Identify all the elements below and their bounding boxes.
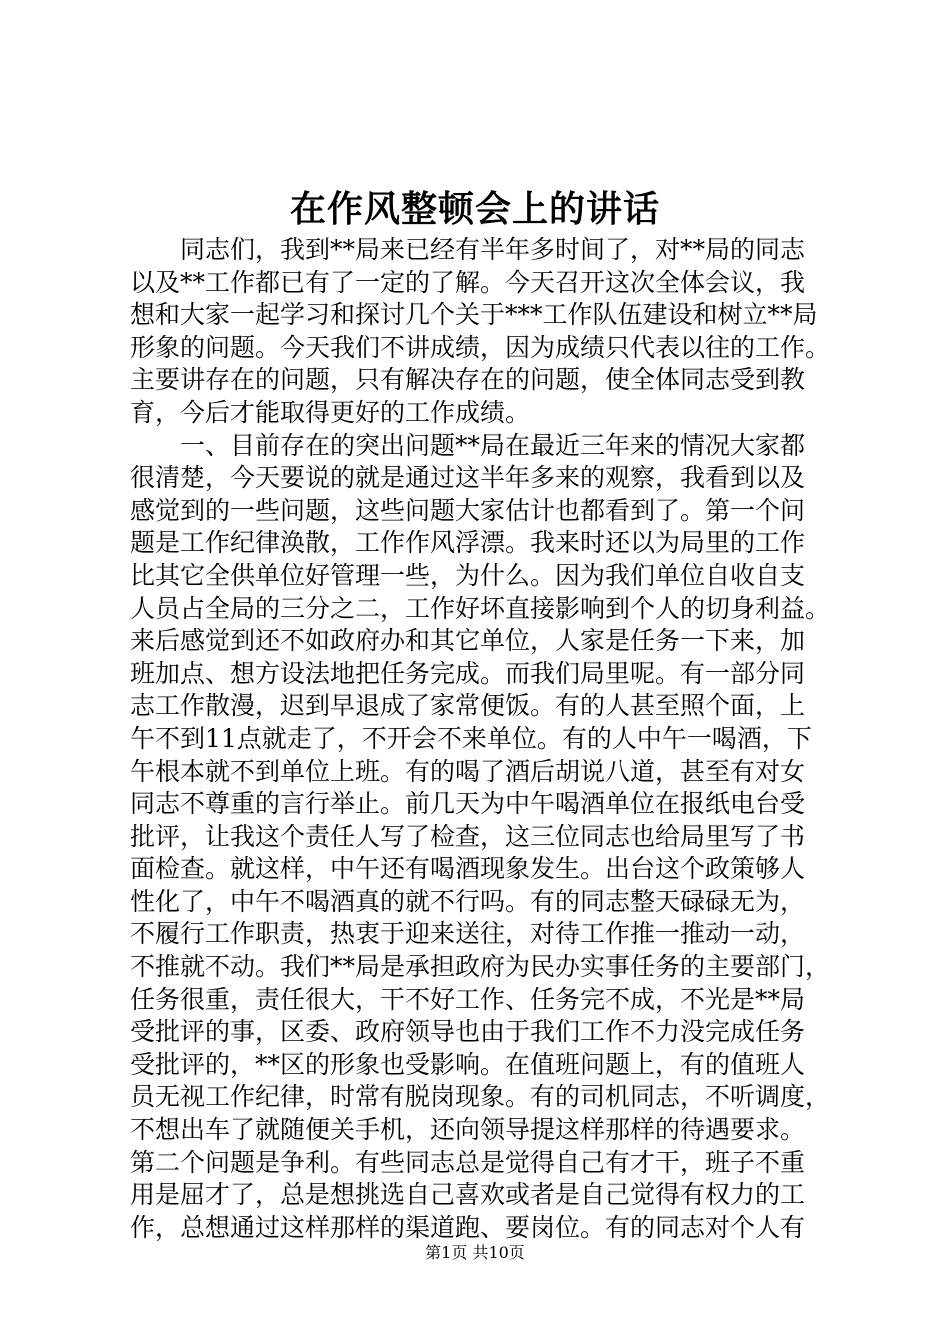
body-line: 感觉到的一些问题，这些问题大家估计也都看到了。第一个问 xyxy=(130,495,806,525)
body-line: 人员占全局的三分之二，工作好坏直接影响到个人的切身利益。 xyxy=(130,593,831,623)
body-line: 受批评的事，区委、政府领导也由于我们工作不力没完成任务 xyxy=(130,1017,806,1047)
body-line: 志工作散漫，迟到早退成了家常便饭。有的人甚至照个面，上 xyxy=(130,691,806,721)
body-line: 同志们，我到**局来已经有半年多时间了，对**局的同志 xyxy=(180,235,806,264)
body-line: 面检查。就这样，中午还有喝酒现象发生。出台这个政策够人 xyxy=(130,854,806,884)
body-line: 不想出车了就随便关手机，还向领导提这样那样的待遇要求。 xyxy=(130,1115,806,1145)
body-line: 午不到11点就走了，不开会不来单位。有的人中午一喝酒，下 xyxy=(130,723,812,753)
body-line: 用是屈才了，总是想挑选自己喜欢或者是自己觉得有权力的工 xyxy=(130,1180,806,1210)
body-line: 不履行工作职责，热衷于迎来送往，对待工作推一推动一动， xyxy=(130,919,806,949)
body-line: 任务很重，责任很大，干不好工作、任务完不成，不光是**局 xyxy=(130,984,806,1014)
body-line: 育，今后才能取得更好的工作成绩。 xyxy=(130,397,531,427)
body-line: 批评，让我这个责任人写了检查，这三位同志也给局里写了书 xyxy=(130,821,806,851)
body-line: 题是工作纪律涣散，工作作风浮漂。我来时还以为局里的工作 xyxy=(130,528,806,558)
document-title: 在作风整顿会上的讲话 xyxy=(289,188,660,230)
body-line: 形象的问题。今天我们不讲成绩，因为成绩只代表以往的工作。 xyxy=(130,332,831,362)
body-line: 很清楚，今天要说的就是通过这半年多来的观察，我看到以及 xyxy=(130,463,806,493)
body-line: 作，总想通过这样那样的渠道跑、要岗位。有的同志对个人有 xyxy=(130,1212,806,1242)
body-line: 以及**工作都已有了一定的了解。今天召开这次全体会议，我 xyxy=(130,267,806,297)
body-line: 比其它全供单位好管理一些，为什么。因为我们单位自收自支 xyxy=(130,560,806,590)
body-line: 主要讲存在的问题，只有解决存在的问题，使全体同志受到教 xyxy=(130,365,806,395)
body-line: 受批评的，**区的形象也受影响。在值班问题上，有的值班人 xyxy=(130,1049,806,1079)
body-line: 不推就不动。我们**局是承担政府为民办实事任务的主要部门， xyxy=(130,952,831,982)
body-line: 性化了，中午不喝酒真的就不行吗。有的同志整天碌碌无为， xyxy=(130,886,806,916)
page-number-footer: 第1页 共10页 xyxy=(425,1243,525,1262)
body-line: 想和大家一起学习和探讨几个关于***工作队伍建设和树立**局 xyxy=(130,300,818,330)
body-line: 员无视工作纪律，时常有脱岗现象。有的司机同志，不听调度， xyxy=(130,1082,831,1112)
body-line: 第二个问题是争利。有些同志总是觉得自己有才干，班子不重 xyxy=(130,1147,806,1177)
body-line: 来后感觉到还不如政府办和其它单位，人家是任务一下来，加 xyxy=(130,626,806,656)
body-line: 午根本就不到单位上班。有的喝了酒后胡说八道，甚至有对女 xyxy=(130,756,806,786)
body-line: 班加点、想方设法地把任务完成。而我们局里呢。有一部分同 xyxy=(130,658,806,688)
body-line: 同志不尊重的言行举止。前几天为中午喝酒单位在报纸电台受 xyxy=(130,789,806,819)
document-body xyxy=(130,234,840,1244)
body-line: 一、目前存在的突出问题**局在最近三年来的情况大家都 xyxy=(180,430,806,460)
